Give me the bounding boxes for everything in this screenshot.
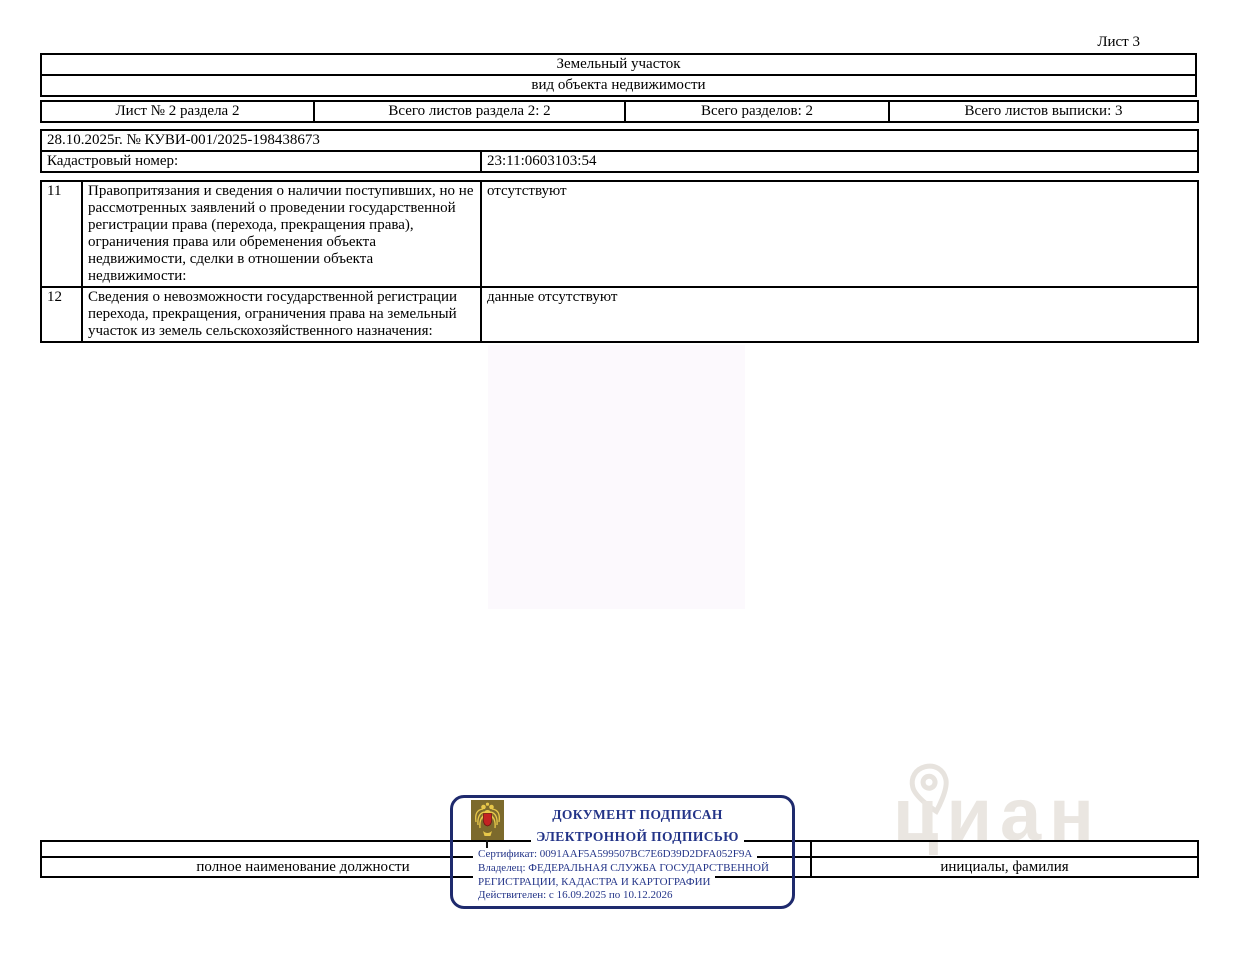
sheet-info-cell: Всего листов раздела 2: 2: [314, 101, 625, 122]
cadastral-table: [40, 129, 1199, 173]
record-label: Правопритязания и сведения о наличии поступивших, но не рассмотренных заявлений о проведении государственной регистрации права (перехода, прекращения права), ограничения права или обременения объекта недвижимости, сделки в отношении объекта недвижимости:: [82, 181, 481, 287]
sheet-info-cell: Всего разделов: 2: [625, 101, 889, 122]
digital-signature-stamp: [450, 795, 795, 909]
object-type-table: [40, 53, 1197, 97]
signature-line-name: [811, 841, 1198, 857]
name-caption: инициалы, фамилия: [811, 857, 1198, 877]
record-value: отсутствуют: [481, 181, 1198, 287]
stamp-certificate: Сертификат: 0091AAF5A599507BC7E6D39D2DFA052F9A: [473, 848, 757, 860]
record-number: 11: [41, 181, 82, 287]
sheet-number: Лист 3: [1097, 34, 1140, 50]
record-label: Сведения о невозможности государственной регистрации перехода, прекращения, ограничения права на земельный участок из земель сельскохозяйственного назначения:: [82, 287, 481, 342]
position-caption: полное наименование должности: [41, 857, 564, 877]
cadastral-label: Кадастровый номер:: [41, 151, 481, 172]
record-value: данные отсутствуют: [481, 287, 1198, 342]
cadastral-value: 23:11:0603103:54: [481, 151, 1198, 172]
stamp-title-line2: ЭЛЕКТРОННОЙ ПОДПИСЬЮ: [493, 829, 782, 845]
table-row: [41, 287, 1198, 342]
object-type-caption: вид объекта недвижимости: [41, 75, 1196, 96]
records-table: [40, 180, 1199, 343]
sheet-info-cell: Всего листов выписки: 3: [889, 101, 1198, 122]
faint-scan-square: [488, 345, 745, 609]
extract-date-number: 28.10.2025г. № КУВИ-001/2025-198438673: [41, 130, 1198, 151]
stamp-title-line1: ДОКУМЕНТ ПОДПИСАН: [493, 807, 782, 823]
sheet-info-table: [40, 100, 1199, 123]
record-number: 12: [41, 287, 82, 342]
cian-watermark: циан: [893, 773, 1102, 856]
sheet-info-cell: Лист № 2 раздела 2: [41, 101, 314, 122]
stamp-owner-line2: РЕГИСТРАЦИИ, КАДАСТРА И КАРТОГРАФИИ: [473, 876, 715, 888]
stamp-owner-line1: Владелец: ФЕДЕРАЛЬНАЯ СЛУЖБА ГОСУДАРСТВЕННОЙ: [473, 862, 774, 874]
stamp-validity: Действителен: с 16.09.2025 по 10.12.2026: [473, 889, 677, 901]
object-type: Земельный участок: [41, 54, 1196, 75]
table-row: [41, 181, 1198, 287]
